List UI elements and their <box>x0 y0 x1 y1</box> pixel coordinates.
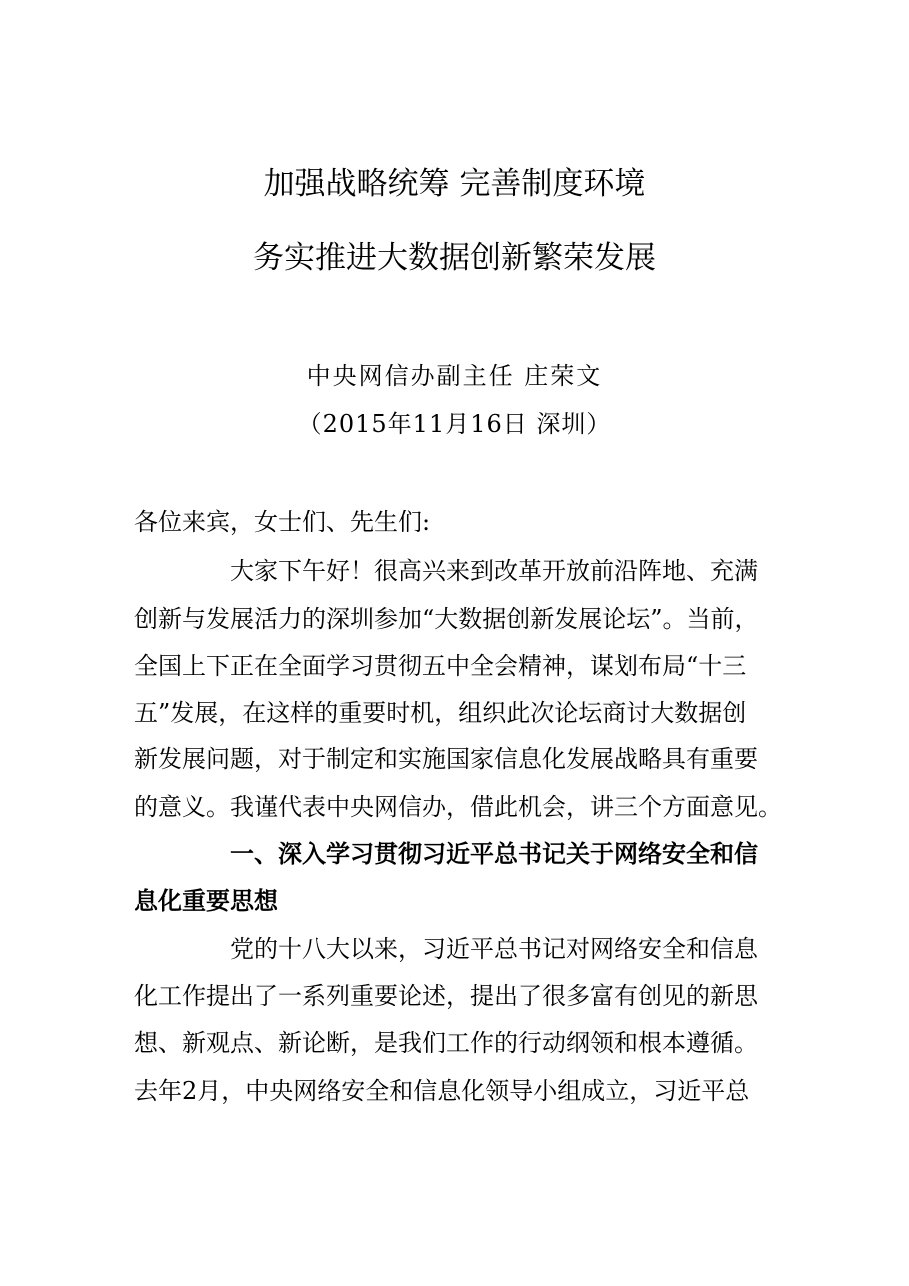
paragraph-line: 的意义。我谨代表中央网信办，借此机会，讲三个方面意见。 <box>134 793 782 821</box>
paragraph-line: 大家下午好！很高兴来到改革开放前沿阵地、充满 <box>230 557 758 585</box>
paragraph-line: 想、新观点、新论断，是我们工作的行动纲领和根本遵循。 <box>134 1029 758 1057</box>
paragraph-line: 去年2月，中央网络安全和信息化领导小组成立，习近平总 <box>134 1077 750 1105</box>
paragraph-line: 五”发展，在这样的重要时机，组织此次论坛商讨大数据创 <box>134 699 747 727</box>
section-heading: 一、深入学习贯彻习近平总书记关于网络安全和信 <box>230 839 758 868</box>
author-line: 中央网信办副主任 庄荣文 <box>306 362 603 390</box>
title-line-2: 务实推进大数据创新繁荣发展 <box>253 240 656 276</box>
paragraph-line: 化工作提出了一系列重要论述，提出了很多富有创见的新思 <box>134 982 758 1010</box>
paragraph-line: 全国上下正在全面学习贯彻五中全会精神，谋划布局“十三 <box>134 652 747 680</box>
section-heading: 息化重要思想 <box>134 886 278 915</box>
paragraph-line: 党的十八大以来，习近平总书记对网络安全和信息 <box>230 935 758 963</box>
paragraph-line: 创新与发展活力的深圳参加“大数据创新发展论坛”。当前， <box>134 605 759 633</box>
title-line-1: 加强战略统筹 完善制度环境 <box>263 166 646 202</box>
date-line: （2015年11月16日 深圳） <box>297 410 612 438</box>
salutation: 各位来宾，女士们、先生们: <box>134 508 431 536</box>
paragraph-line: 新发展问题，对于制定和实施国家信息化发展战略具有重要 <box>134 745 758 773</box>
